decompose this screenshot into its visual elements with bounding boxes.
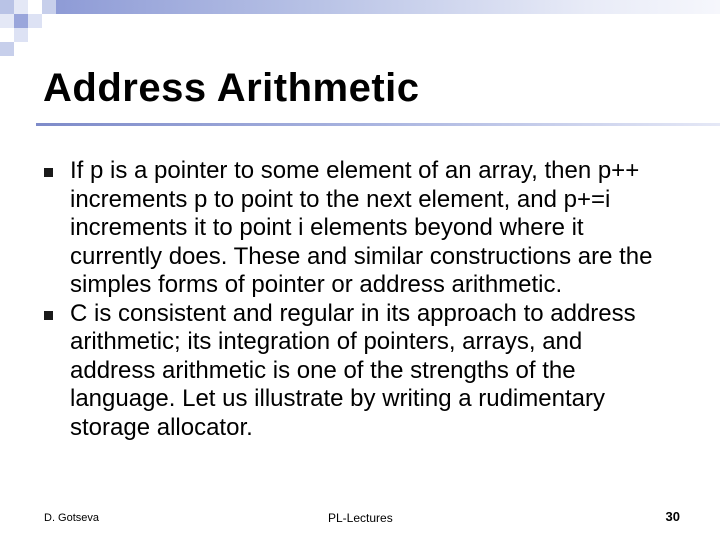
bullet-item <box>44 300 664 443</box>
footer-author: D. Gotseva <box>44 512 100 524</box>
bullet-text: If p is a pointer to some element of an array, then p++ increments p to point to the next element, and p+=i increments it to point i elements beyond where it currently does. These and similar constructions are the simples forms of pointer or address arithmetic. <box>70 157 653 298</box>
footer-course: PL-Lectures <box>328 511 393 525</box>
decor-square <box>0 28 14 42</box>
decor-square <box>28 14 42 28</box>
bullet-list <box>44 157 664 442</box>
square-bullet-icon <box>44 168 53 177</box>
bullet-text: C is consistent and regular in its approach to address arithmetic; its integration of pointers, arrays, and address arithmetic is one of the strengths of the language. Let us illustrate by writing a rudimentary storage allocator. <box>70 299 636 441</box>
top-gradient-band <box>56 0 720 14</box>
decor-square <box>14 14 28 28</box>
title-underline <box>36 123 720 126</box>
decor-square <box>14 28 28 42</box>
decor-square <box>42 0 56 14</box>
bullet-item <box>44 157 664 300</box>
decor-square <box>0 42 14 56</box>
slide-title: Address Arithmetic <box>43 66 420 110</box>
decor-square <box>28 0 42 14</box>
decor-square <box>0 0 14 14</box>
square-bullet-icon <box>44 311 53 320</box>
decor-square <box>14 0 28 14</box>
decor-square <box>0 14 14 28</box>
corner-decoration <box>0 0 60 60</box>
page-number: 30 <box>665 509 680 524</box>
